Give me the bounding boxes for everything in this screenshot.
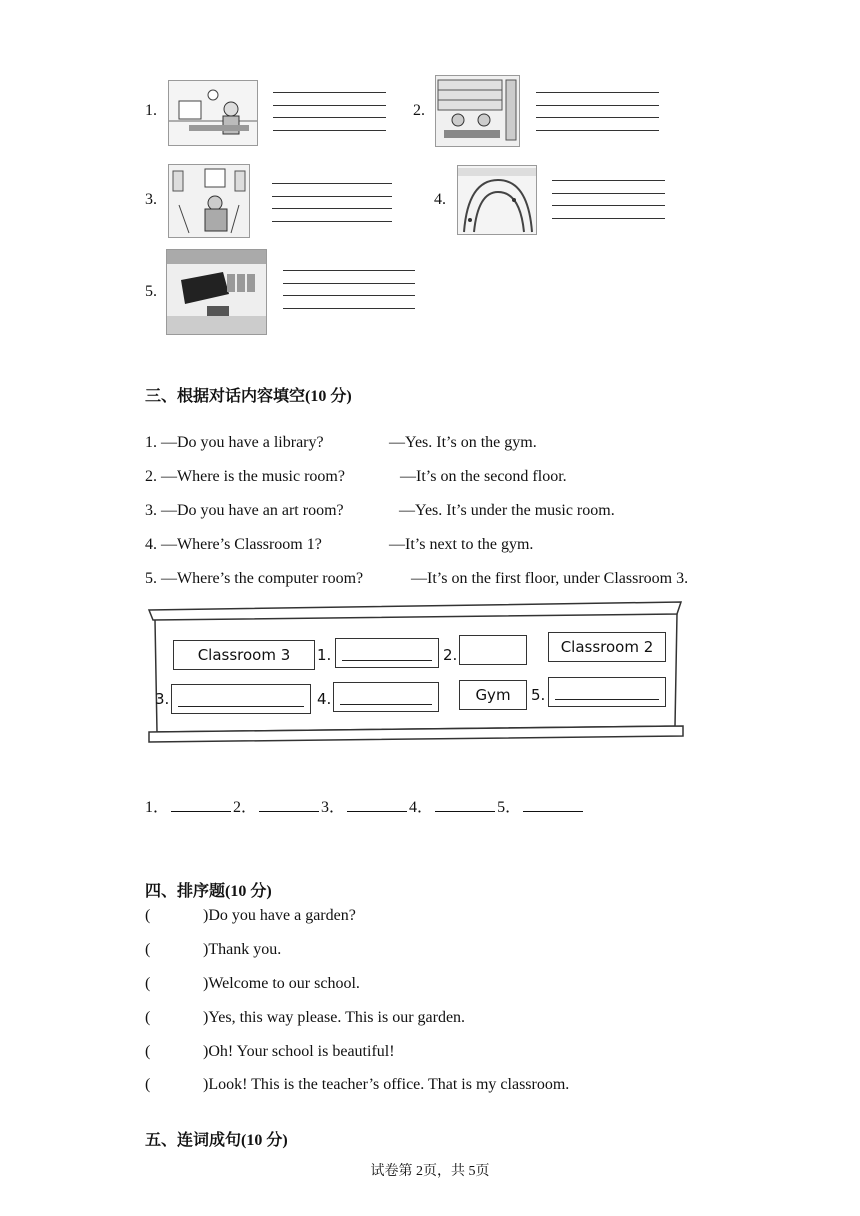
answer-lines-4 (552, 180, 665, 230)
answer-lines-2 (536, 92, 659, 142)
office-teacher-picture (168, 80, 258, 146)
answer-blank-4[interactable] (435, 797, 495, 812)
answer-label: 5． (497, 799, 522, 816)
art-room-picture (168, 164, 250, 238)
room-classroom-2: Classroom 2 (548, 632, 666, 662)
answer-label: 2． (233, 799, 258, 816)
answer-lines-5 (283, 270, 415, 320)
picture-number-3: 3. (145, 191, 157, 208)
dialogue-2 (145, 468, 567, 486)
music-room-piano-picture (166, 249, 267, 335)
dialogue-answer: —It’s on the first floor, under Classroom 3. (411, 570, 689, 587)
room-classroom-3: Classroom 3 (173, 640, 315, 670)
open-paren: ( (145, 907, 151, 924)
open-paren: ( (145, 941, 151, 958)
answer-blank-5[interactable] (523, 797, 583, 812)
dialogue-1 (145, 434, 537, 452)
open-paren: ( (145, 1009, 151, 1026)
room-blank-1 (335, 638, 439, 668)
dialogue-answer: —Yes. It’s under the music room. (399, 502, 615, 519)
board-label-2: 2. (443, 646, 458, 664)
answer-blank-3[interactable] (347, 797, 407, 812)
section-3-title: 三、根据对话内容填空(10 分) (145, 388, 352, 405)
dialogue-4 (145, 536, 534, 554)
dialogue-3 (145, 502, 615, 520)
picture-number-1: 1. (145, 102, 157, 119)
answer-label: 3． (321, 799, 346, 816)
board-label-4: 4. (317, 690, 332, 708)
school-building-diagram (147, 600, 685, 746)
answer-blank-1[interactable] (171, 797, 231, 812)
order-sentence: )Look! This is the teacher’s office. That is my classroom. (203, 1076, 570, 1093)
order-sentence: )Welcome to our school. (203, 975, 360, 992)
answer-lines-1 (273, 92, 386, 142)
dialogue-question: 5. —Where’s the computer room? (145, 570, 364, 587)
answer-lines-3 (272, 183, 392, 233)
dialogue-question: 4. —Where’s Classroom 1? (145, 536, 322, 553)
order-sentence: )Oh! Your school is beautiful! (203, 1043, 395, 1060)
picture-number-4: 4. (434, 191, 446, 208)
open-paren: ( (145, 1043, 151, 1060)
section-5-title: 五、连词成句(10 分) (145, 1132, 288, 1149)
dialogue-question: 2. —Where is the music room? (145, 468, 345, 485)
order-sentence: )Thank you. (203, 941, 282, 958)
dialogue-question: 3. —Do you have an art room? (145, 502, 344, 519)
room-gym: Gym (459, 680, 527, 710)
dialogue-5 (145, 570, 689, 588)
board-label-5: 5. (531, 686, 546, 704)
room-blank-4 (333, 682, 439, 712)
playground-track-picture (457, 165, 537, 235)
open-paren: ( (145, 975, 151, 992)
picture-number-2: 2. (413, 102, 425, 119)
picture-number-5: 5. (145, 283, 157, 300)
dialogue-question: 1. —Do you have a library? (145, 434, 324, 451)
section-4-title: 四、排序题(10 分) (145, 883, 272, 900)
library-students-picture (435, 75, 520, 147)
dialogue-answer: —It’s next to the gym. (389, 536, 534, 553)
answer-label: 1． (145, 799, 170, 816)
order-sentence: )Do you have a garden? (203, 907, 356, 924)
open-paren: ( (145, 1076, 151, 1093)
room-blank-2 (459, 635, 527, 665)
order-sentence: )Yes, this way please. This is our garden. (203, 1009, 466, 1026)
answer-label: 4． (409, 799, 434, 816)
page-footer: 试卷第 2页，共 5页 (370, 1164, 490, 1179)
room-blank-3 (171, 684, 311, 714)
board-label-1: 1. (317, 646, 332, 664)
answer-blanks-row (145, 794, 585, 817)
board-label-3: 3. (155, 690, 170, 708)
dialogue-answer: —Yes. It’s on the gym. (389, 434, 537, 451)
answer-blank-2[interactable] (259, 797, 319, 812)
room-blank-5 (548, 677, 666, 707)
dialogue-answer: —It’s on the second floor. (400, 468, 567, 485)
